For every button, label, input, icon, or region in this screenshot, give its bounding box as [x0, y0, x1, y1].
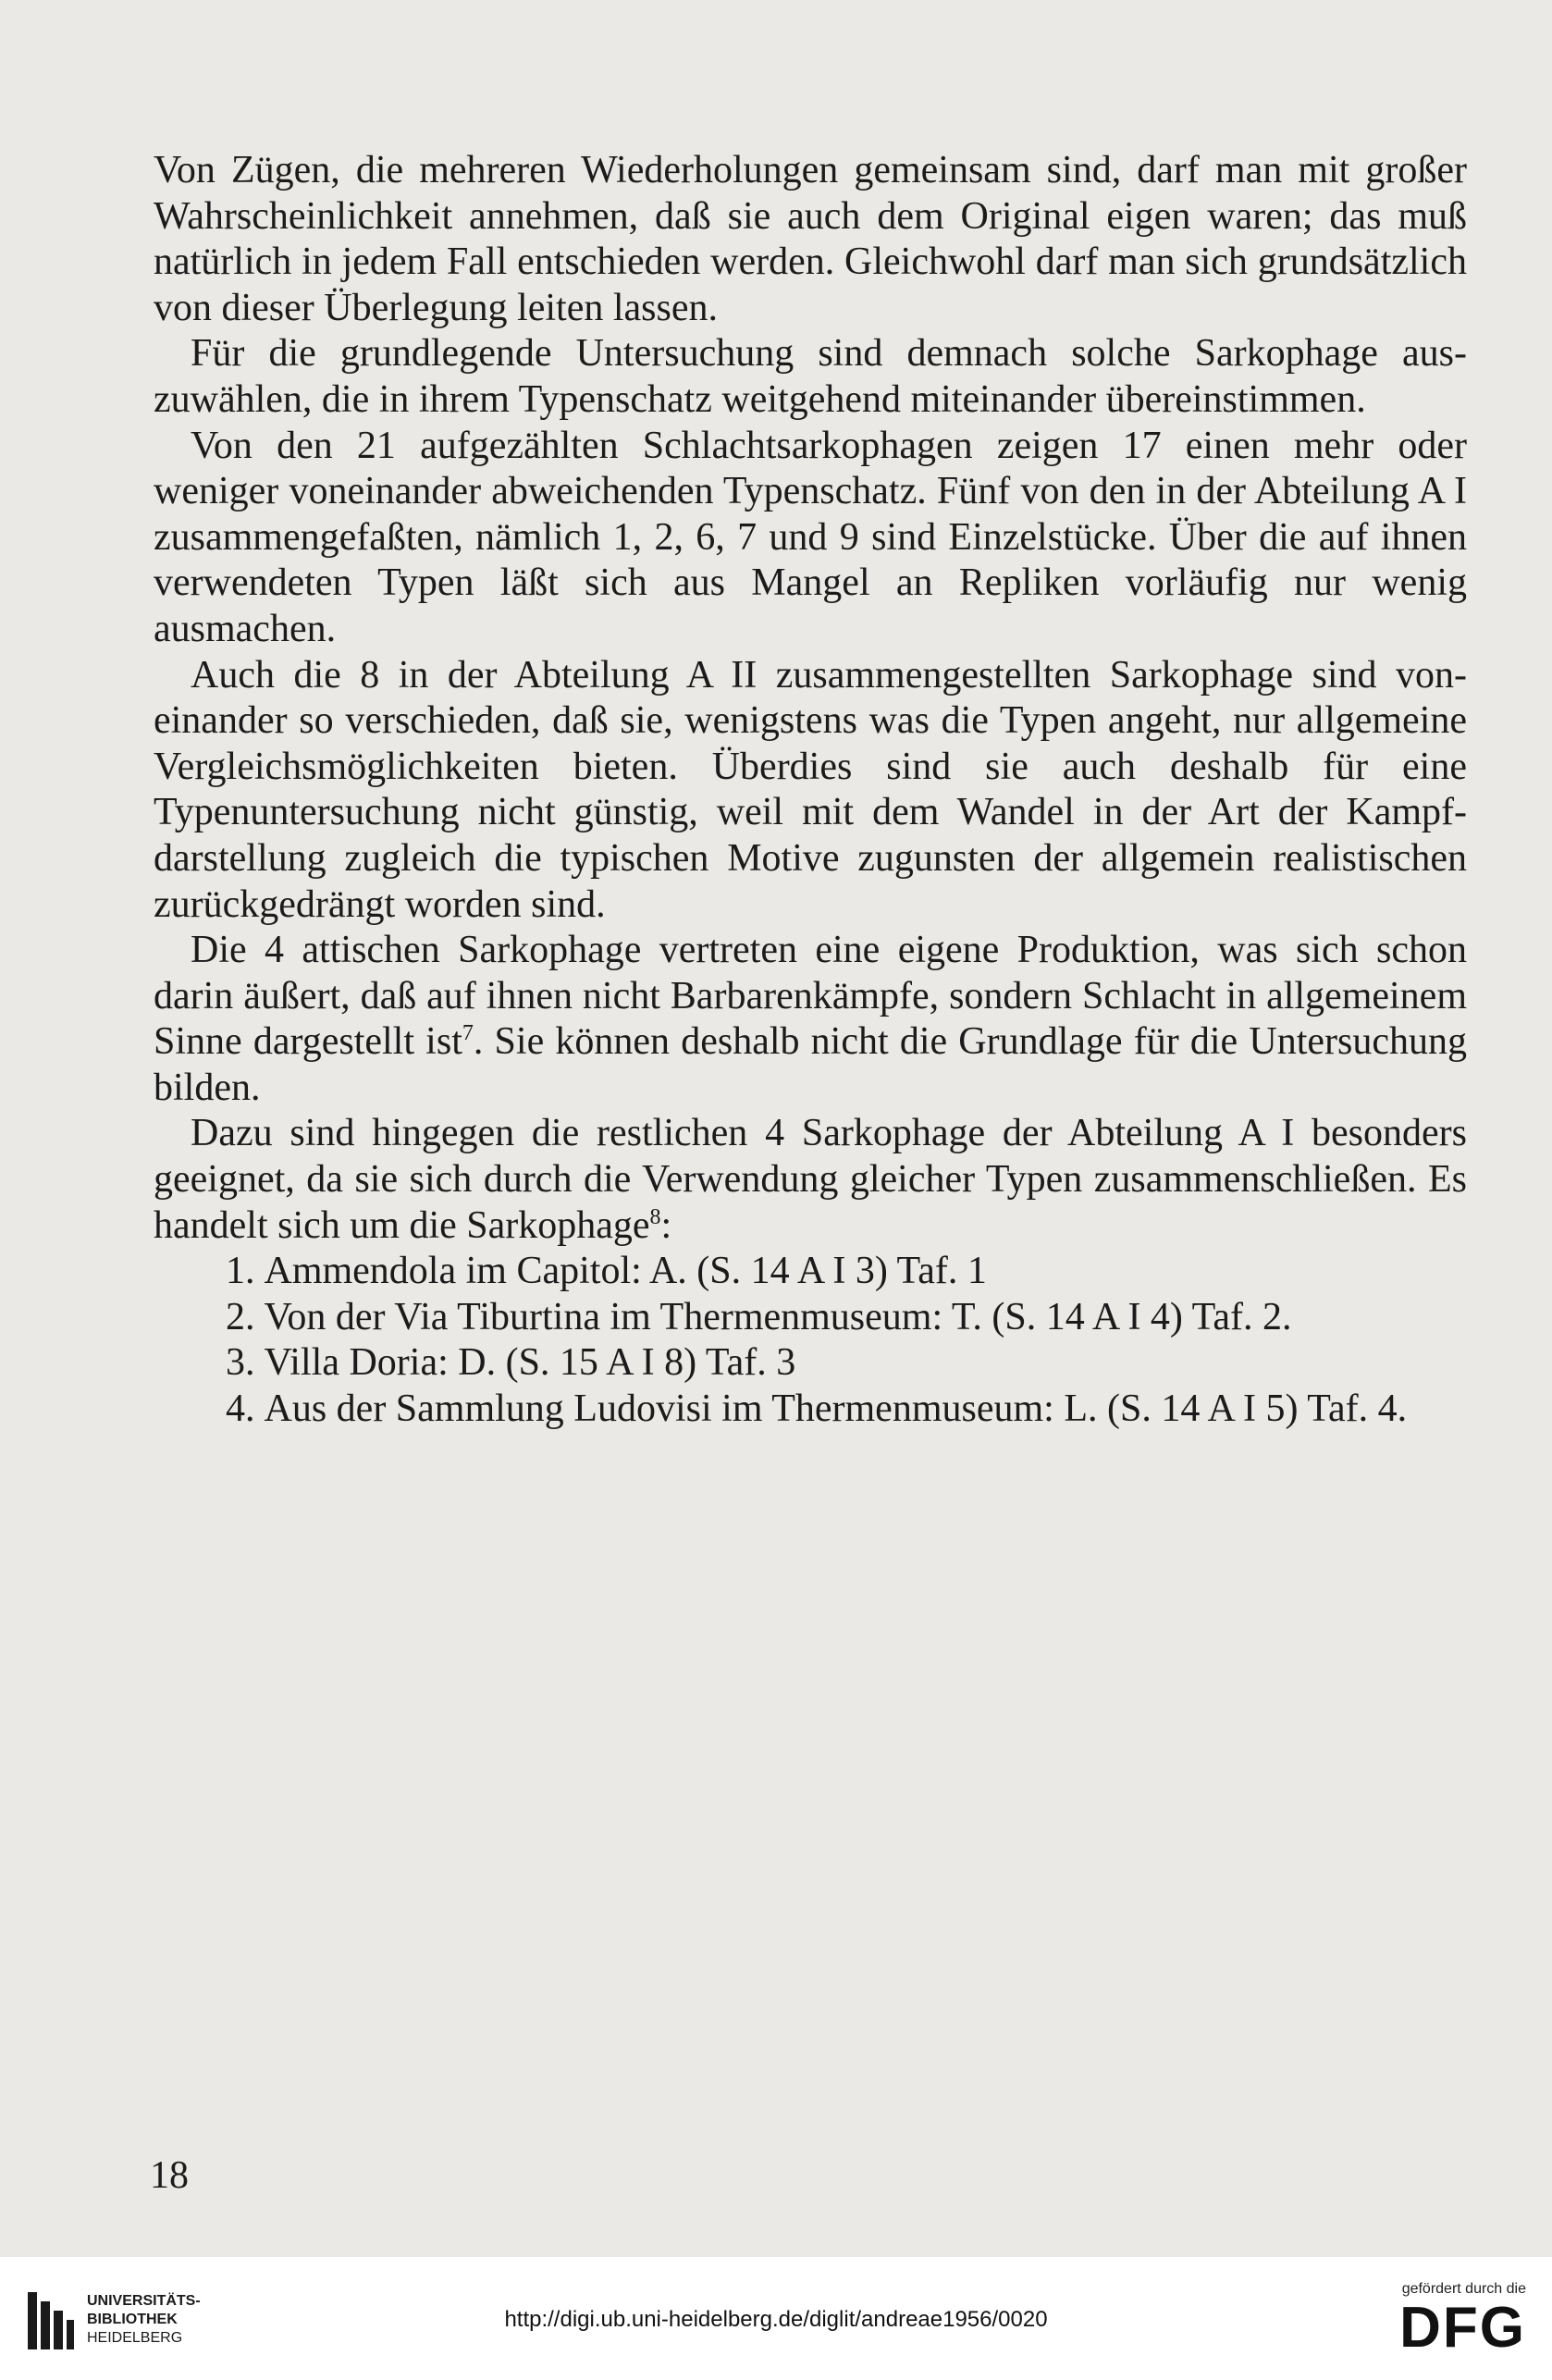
- list-item: [154, 1387, 1467, 1433]
- dfg-wordmark: DFG: [1399, 2296, 1526, 2360]
- list-item: [154, 1295, 1467, 1341]
- list-item-number: 3.: [226, 1341, 255, 1385]
- paragraph-4: Auch die 8 in der Abteilung A II zusammengestellten Sarkophage sind voneinander so verschieden, daß sie, wenigstens was die Typen angeht, nur allgemeine Vergleichsmöglichkeiten bieten. Überdies sind sie auch deshalb für eine Typenuntersuchung nicht günstig, weil mit dem Wandel in der Art der Kampfdarstellung zugleich die typischen Motive zugunsten der allgemein realistischen zurückgedrängt worden sind.: [154, 653, 1467, 926]
- funding-caption: gefördert durch die: [1401, 2281, 1526, 2297]
- permalink-url[interactable]: http://digi.ub.uni-heidelberg.de/diglit/andreae1956/0020: [504, 2307, 1048, 2332]
- list-item-text: Ammendola im Capitol: A. (S. 14 A I 3) Taf. 1: [264, 1250, 987, 1293]
- list-item-text: Aus der Sammlung Ludovisi im Thermenmuseum: L. (S. 14 A I 5) Taf. 4.: [264, 1387, 1408, 1431]
- list-item-number: 4.: [226, 1387, 255, 1431]
- library-name-line-2: BIBLIOTHEK: [87, 2312, 178, 2327]
- footnote-ref-7: 7: [462, 1021, 474, 1046]
- list-item-number: 1.: [226, 1250, 255, 1293]
- footnote-ref-8: 8: [649, 1204, 661, 1229]
- paragraph-3: Von den 21 aufgezählten Schlachtsarkophagen zeigen 17 einen mehr oder weniger voneinander abweichenden Typenschatz. Fünf von den in der Abteilung A I zusammengefaßten, nämlich 1, 2, 6, 7 und 9 sind Einzelstücke. Über die auf ihnen verwendeten Typen läßt sich aus Mangel an Repliken vorläufig nur wenig ausmachen.: [154, 424, 1467, 650]
- list-item-number: 2.: [226, 1295, 255, 1338]
- paragraph-6-rest: :: [660, 1203, 672, 1247]
- sarcophagus-list: [154, 1249, 1467, 1432]
- paragraph-6: [154, 1111, 1467, 1249]
- paragraph-2: Für die grundlegende Untersuchung sind demnach solche Sarkophage auszuwählen, die in ihrem Typenschatz weitgehend miteinander übereinstimmen.: [154, 332, 1467, 421]
- page-number: 18: [150, 2154, 189, 2197]
- list-item: [154, 1249, 1467, 1295]
- library-name-line-1: UNIVERSITÄTS-: [87, 2293, 201, 2309]
- paragraph-5: [154, 928, 1467, 1111]
- paragraph-1: Von Zügen, die mehreren Wiederholungen gemeinsam sind, darf man mit großer Wahrscheinlichkeit annehmen, daß sie auch dem Original eigen waren; das muß natürlich in jedem Fall entschieden werden. Gleichwohl darf man sich grundsätzlich von dieser Überlegung leiten lassen.: [154, 149, 1467, 329]
- paragraph-6-text: Dazu sind hingegen die restlichen 4 Sarkophage der Abteilung A I besonders geeignet, da sie sich durch die Verwendung gleicher Typen zusammenschließen. Es handelt sich um die Sarkophage: [154, 1112, 1467, 1247]
- body-text: [154, 148, 1467, 1433]
- paragraph-5-rest: . Sie können deshalb nicht die Grundlage für die Untersuchung bilden.: [154, 1020, 1467, 1109]
- list-item: [154, 1340, 1467, 1387]
- list-item-text: Von der Via Tiburtina im Thermenmuseum: T. (S. 14 A I 4) Taf. 2.: [264, 1295, 1292, 1338]
- library-name-line-3: HEIDELBERG: [87, 2330, 183, 2346]
- paragraph-5-text: Die 4 attischen Sarkophage vertreten eine eigene Produktion, was sich schon darin äußert, daß auf ihnen nicht Barbarenkämpfe, sondern Schlacht in allgemeinem Sinne dargestellt ist: [154, 929, 1467, 1064]
- viewer-footer: [0, 2257, 1552, 2380]
- dfg-logo[interactable]: [1341, 2281, 1526, 2359]
- list-item-text: Villa Doria: D. (S. 15 A I 8) Taf. 3: [264, 1341, 796, 1385]
